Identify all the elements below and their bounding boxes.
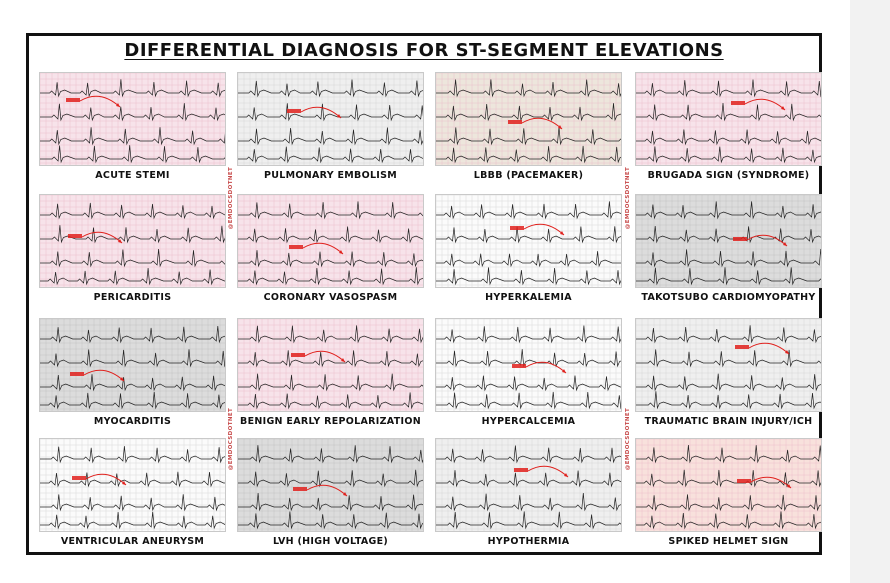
ecg-strip-image — [39, 318, 226, 412]
ecg-strip-image — [635, 438, 822, 532]
ecg-strip-image — [237, 318, 424, 412]
panel-label: PERICARDITIS — [93, 292, 172, 303]
panel-label: HYPERCALCEMIA — [481, 416, 576, 427]
ecg-strip-image — [39, 438, 226, 532]
ecg-trace-graphic — [238, 439, 424, 532]
ecg-panel — [435, 72, 622, 181]
ecg-panel — [635, 194, 822, 303]
watermark: @EMDOCSDOTNET — [228, 407, 234, 471]
ecg-strip-image — [635, 318, 822, 412]
ecg-trace-graphic — [436, 195, 622, 288]
ecg-panel — [39, 318, 226, 427]
watermark: @EMDOCSDOTNET — [228, 166, 234, 230]
ecg-trace-graphic — [436, 439, 622, 532]
panel-label: HYPERKALEMIA — [485, 292, 572, 303]
panel-label: VENTRICULAR ANEURYSM — [60, 536, 205, 547]
ecg-strip-image — [435, 194, 622, 288]
panel-label: ACUTE STEMI — [95, 170, 170, 181]
ecg-panel — [237, 438, 424, 547]
panel-label: HYPOTHERMIA — [487, 536, 570, 547]
panel-label: LVH (HIGH VOLTAGE) — [272, 536, 389, 547]
ecg-strip-image — [635, 72, 822, 166]
panel-label: LBBB (PACEMAKER) — [473, 170, 584, 181]
watermark: @EMDOCSDOTNET — [625, 166, 631, 230]
panel-label: PULMONARY EMBOLISM — [263, 170, 398, 181]
ecg-trace-graphic — [40, 439, 226, 532]
ecg-trace-graphic — [636, 439, 822, 532]
ecg-panel — [39, 72, 226, 181]
poster-frame — [26, 33, 822, 555]
ecg-strip-image — [237, 438, 424, 532]
ecg-strip-image — [435, 438, 622, 532]
ecg-trace-graphic — [636, 195, 822, 288]
ecg-strip-image — [39, 194, 226, 288]
ecg-panel — [635, 318, 822, 427]
ecg-panel — [237, 72, 424, 181]
ecg-strip-image — [237, 194, 424, 288]
panel-label: BRUGADA SIGN (SYNDROME) — [647, 170, 810, 181]
panel-label: SPIKED HELMET SIGN — [668, 536, 789, 547]
ecg-trace-graphic — [238, 73, 424, 166]
ecg-trace-graphic — [40, 73, 226, 166]
ecg-strip-image — [635, 194, 822, 288]
ecg-panel — [635, 72, 822, 181]
ecg-trace-graphic — [636, 73, 822, 166]
ecg-strip-image — [435, 318, 622, 412]
ecg-panel — [39, 438, 226, 547]
ecg-trace-graphic — [238, 195, 424, 288]
ecg-trace-graphic — [436, 73, 622, 166]
panel-label: TRAUMATIC BRAIN INJURY/ICH — [644, 416, 813, 427]
ecg-strip-image — [237, 72, 424, 166]
ecg-panel — [435, 318, 622, 427]
ecg-panel — [435, 194, 622, 303]
ecg-trace-graphic — [238, 319, 424, 412]
ecg-panel — [435, 438, 622, 547]
ecg-trace-graphic — [40, 195, 226, 288]
ecg-trace-graphic — [636, 319, 822, 412]
panel-label: MYOCARDITIS — [93, 416, 172, 427]
ecg-panel — [635, 438, 822, 547]
ecg-trace-graphic — [436, 319, 622, 412]
ecg-trace-graphic — [40, 319, 226, 412]
panel-label: BENIGN EARLY REPOLARIZATION — [240, 416, 421, 427]
panel-label: TAKOTSUBO CARDIOMYOPATHY — [641, 292, 816, 303]
ecg-panel — [237, 194, 424, 303]
watermark: @EMDOCSDOTNET — [625, 407, 631, 471]
ecg-strip-image — [435, 72, 622, 166]
ecg-panel — [39, 194, 226, 303]
poster-title: DIFFERENTIAL DIAGNOSIS FOR ST-SEGMENT ELEVATIONS — [124, 40, 724, 61]
ecg-panel — [237, 318, 424, 427]
panel-label: CORONARY VASOSPASM — [263, 292, 398, 303]
ecg-strip-image — [39, 72, 226, 166]
